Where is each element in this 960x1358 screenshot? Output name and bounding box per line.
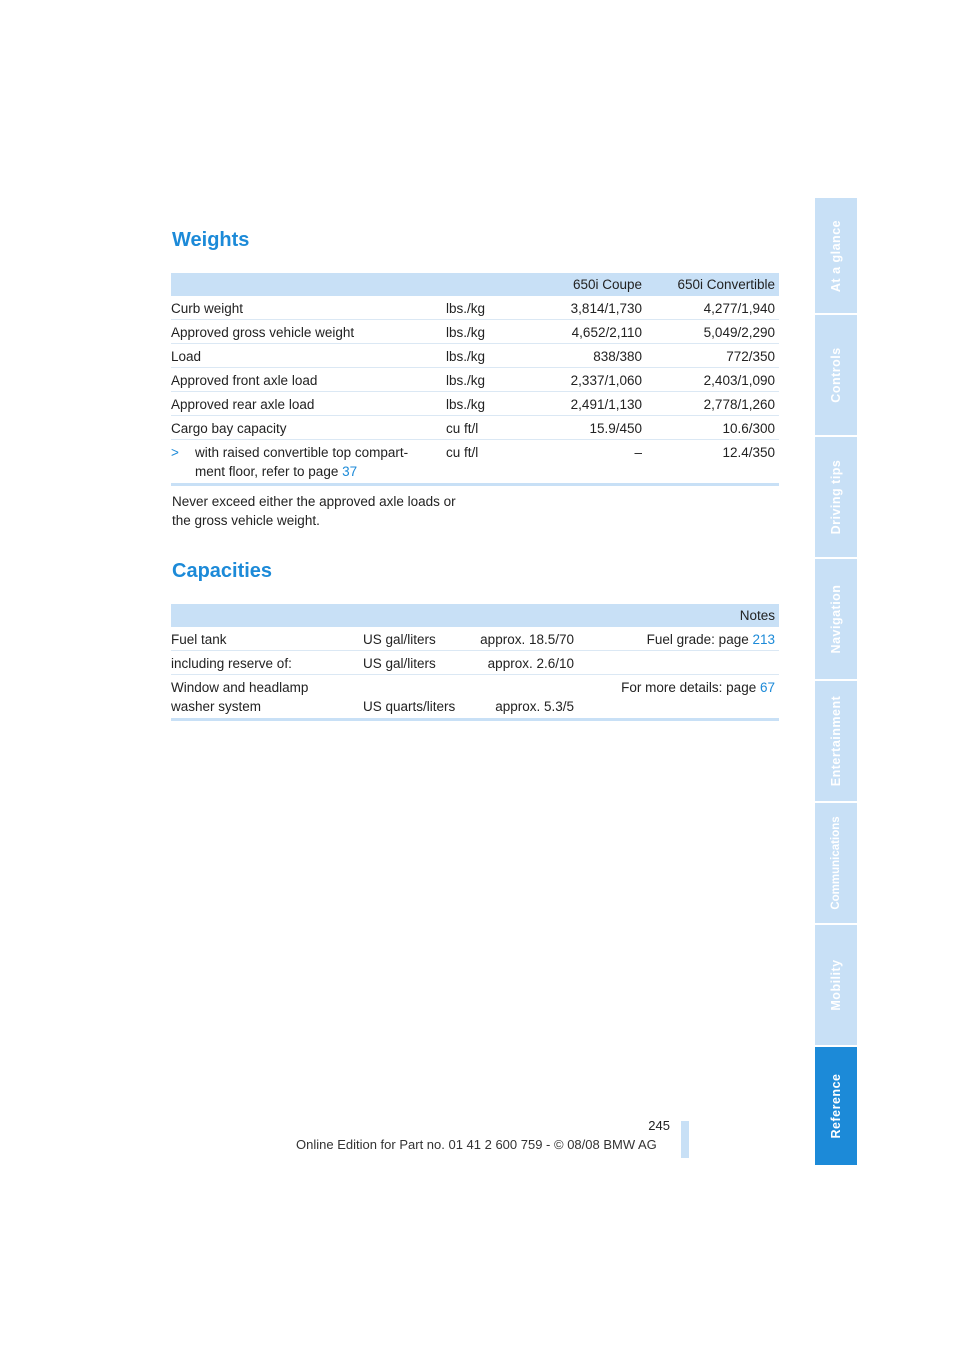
tab-controls[interactable]: Controls — [815, 315, 857, 437]
weights-table-header — [171, 273, 779, 296]
row-unit: lbs./kg — [446, 349, 486, 364]
row-value-coupe: 4,652/2,110 — [571, 325, 642, 340]
row-value-coupe: 2,337/1,060 — [570, 373, 642, 388]
tab-reference[interactable]: Reference — [815, 1047, 857, 1167]
row-note: For more details: page 67 — [621, 680, 775, 695]
row-value: approx. 18.5/70 — [480, 632, 574, 647]
row-unit: lbs./kg — [446, 373, 486, 388]
table-row — [171, 440, 779, 486]
row-value-convertible: 2,778/1,260 — [703, 397, 775, 412]
footer-bar — [681, 1121, 689, 1158]
row-label: Approved gross vehicle weight — [171, 325, 355, 340]
table-row — [171, 651, 779, 675]
row-value-coupe: 2,491/1,130 — [570, 397, 642, 412]
row-unit: lbs./kg — [446, 325, 486, 340]
chapter-sidebar — [815, 198, 857, 1167]
row-value-coupe: 3,814/1,730 — [570, 301, 642, 316]
tab-entertainment[interactable]: Entertainment — [815, 681, 857, 803]
tab-driving-tips[interactable]: Driving tips — [815, 437, 857, 559]
table-row — [171, 296, 779, 320]
row-label: Window and headlamp — [171, 680, 309, 695]
table-row — [171, 416, 779, 440]
row-label-continued: ment floor, refer to page 37 — [195, 464, 358, 479]
row-unit: cu ft/l — [446, 445, 479, 460]
row-note: Fuel grade: page 213 — [646, 632, 775, 647]
row-unit: US gal/liters — [363, 632, 436, 647]
weights-note: Never exceed either the approved axle loads or the gross vehicle weight. — [172, 494, 456, 528]
row-label: Approved front axle load — [171, 373, 318, 388]
row-unit: US gal/liters — [363, 656, 436, 671]
table-row — [171, 320, 779, 344]
row-label: with raised convertible top compart- — [195, 445, 409, 460]
tab-mobility[interactable]: Mobility — [815, 925, 857, 1047]
page-link-37[interactable]: 37 — [342, 464, 358, 479]
page-link-213[interactable]: 213 — [752, 632, 775, 647]
table-row — [171, 627, 779, 651]
table-row — [171, 344, 779, 368]
table-row — [171, 675, 779, 721]
row-value-coupe: 838/380 — [593, 349, 642, 364]
row-label: Approved rear axle load — [171, 397, 315, 412]
tab-communications[interactable]: Communications — [815, 803, 857, 925]
page-link-67[interactable]: 67 — [759, 680, 775, 695]
row-unit: US quarts/liters — [363, 699, 456, 714]
col-650i-convertible: 650i Convertible — [677, 277, 775, 292]
footer-text: Online Edition for Part no. 01 41 2 600 759 - © 08/08 BMW AG — [296, 1137, 657, 1152]
row-unit: lbs./kg — [446, 301, 486, 316]
table-row — [171, 368, 779, 392]
capacities-table-header — [171, 604, 779, 627]
row-unit: lbs./kg — [446, 397, 486, 412]
row-value-coupe: 15.9/450 — [589, 421, 642, 436]
capacities-table — [171, 604, 779, 721]
row-label: Cargo bay capacity — [171, 421, 287, 436]
row-value: approx. 5.3/5 — [495, 699, 574, 714]
row-value-convertible: 5,049/2,290 — [703, 325, 775, 340]
tab-at-a-glance[interactable]: At a glance — [815, 198, 857, 315]
row-label: Load — [171, 349, 202, 364]
row-label: Curb weight — [171, 301, 244, 316]
row-unit: cu ft/l — [446, 421, 479, 436]
row-value-convertible: 10.6/300 — [722, 421, 775, 436]
row-label: Fuel tank — [171, 632, 227, 647]
bullet-marker: > — [171, 445, 179, 460]
table-row — [171, 392, 779, 416]
row-value-convertible: 12.4/350 — [722, 445, 775, 460]
row-value-convertible: 4,277/1,940 — [703, 301, 775, 316]
page-number: 245 — [648, 1118, 670, 1133]
weights-table — [171, 273, 779, 486]
row-label-continued: washer system — [171, 699, 262, 714]
weights-heading: Weights — [172, 229, 250, 251]
row-value: approx. 2.6/10 — [487, 656, 574, 671]
row-value-coupe: – — [634, 445, 642, 460]
row-label: including reserve of: — [171, 656, 292, 671]
capacities-heading: Capacities — [172, 560, 273, 582]
row-value-convertible: 2,403/1,090 — [703, 373, 775, 388]
col-650i-coupe: 650i Coupe — [572, 277, 642, 292]
tab-navigation[interactable]: Navigation — [815, 559, 857, 681]
row-value-convertible: 772/350 — [726, 349, 775, 364]
col-notes: Notes — [739, 608, 775, 623]
